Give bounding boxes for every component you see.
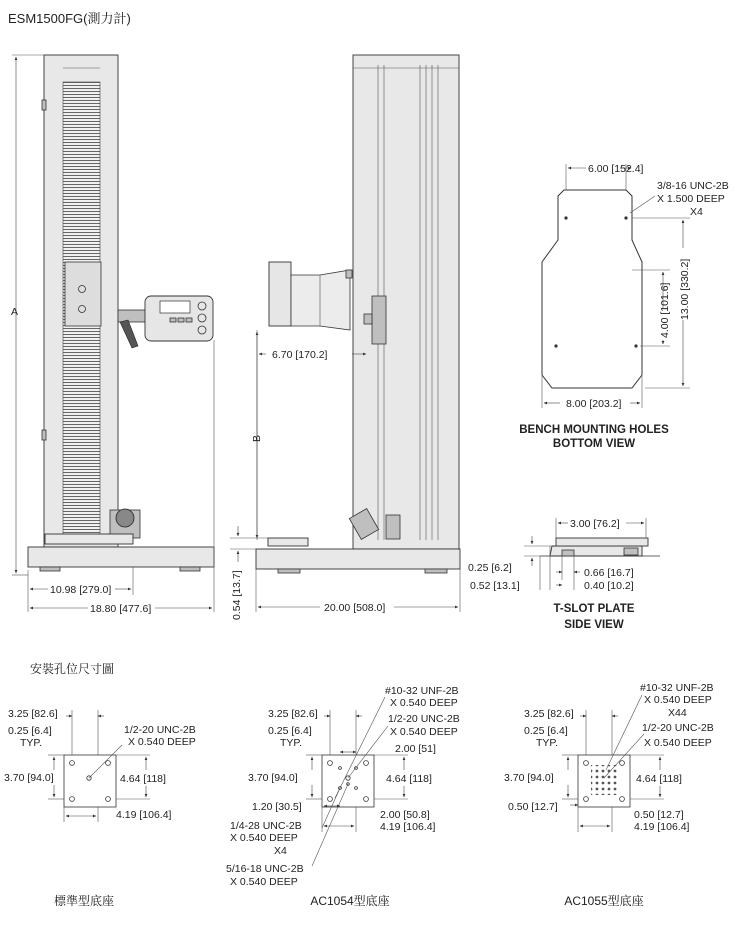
ac1055-dim-inner-left: 0.50 [12.7] <box>508 801 558 813</box>
side-crosshead <box>372 296 386 344</box>
ac1054-thread-b2: X 0.540 DEEP <box>390 726 458 738</box>
ac1054-dim-inner-left: 1.20 [30.5] <box>252 801 302 813</box>
side-dim-reach: 6.70 [170.2] <box>272 349 328 361</box>
ac1055-dim-right: 4.64 [118] <box>636 773 682 785</box>
std-dim-right: 4.64 [118] <box>120 773 166 785</box>
ac1054-thread-a1: #10-32 UNF-2B <box>385 685 459 697</box>
side-base <box>256 549 460 569</box>
ac1054-dim-left: 3.70 [94.0] <box>248 772 298 784</box>
front-label-a: A <box>11 306 19 318</box>
side-label-b: B <box>251 434 263 442</box>
side-view <box>230 55 460 612</box>
ac1054-thread-b1: 1/2-20 UNC-2B <box>388 713 460 725</box>
ac1054-caption: AC1054型底座 <box>310 894 390 908</box>
page-title: ESM1500FG(測力計) <box>8 11 131 26</box>
ac1055-thread-a3: X44 <box>668 707 687 719</box>
front-base <box>28 547 214 567</box>
std-dim-top: 3.25 [82.6] <box>8 708 58 720</box>
ac1054-typ: TYP. <box>280 737 302 749</box>
bottom-thread-3: X4 <box>690 206 703 218</box>
ac1054-dim-top: 3.25 [82.6] <box>268 708 318 720</box>
ac1055-typ: TYP. <box>536 737 558 749</box>
tslot-dim-a: 0.25 [6.2] <box>468 562 512 574</box>
bottom-thread-1: 3/8-16 UNC-2B <box>657 180 729 192</box>
ac1054-thread-a2: X 0.540 DEEP <box>390 697 458 709</box>
ac1054-dim-right: 4.64 [118] <box>386 773 432 785</box>
ac1055-dim-inner-bottom: 0.50 [12.7] <box>634 809 684 821</box>
ac1055-dim-edge: 0.25 [6.4] <box>524 725 568 737</box>
ac1054-dim-edge: 0.25 [6.4] <box>268 725 312 737</box>
load-cell-plate <box>65 262 101 326</box>
side-dim-depth: 20.00 [508.0] <box>324 602 386 614</box>
side-gauge <box>269 262 291 326</box>
side-column <box>353 55 459 549</box>
std-thread-1: 1/2-20 UNC-2B <box>124 724 196 736</box>
ac1054-dim-inner-top: 2.00 [51] <box>395 743 436 755</box>
tslot-caption-2: SIDE VIEW <box>564 619 624 631</box>
side-dim-height: 0.54 [13.7] <box>231 570 243 620</box>
std-dim-bottom: 4.19 [106.4] <box>116 809 172 821</box>
ac1054-dim-inner-bottom: 2.00 [50.8] <box>380 809 430 821</box>
tslot-dim-top: 3.00 [76.2] <box>570 518 620 530</box>
ac1054-thread-c3: X4 <box>274 845 287 857</box>
std-dim-left: 3.70 [94.0] <box>4 772 54 784</box>
front-dim-width-2: 18.80 [477.6] <box>90 603 152 615</box>
bottom-thread-2: X 1.500 DEEP <box>657 193 725 205</box>
ac1055-thread-a2: X 0.540 DEEP <box>644 694 712 706</box>
std-caption: 標準型底座 <box>53 894 115 908</box>
bottom-dim-length: 13.00 [330.2] <box>679 258 691 320</box>
bottom-dim-inner: 4.00 [101.6] <box>659 282 671 338</box>
ac1055-thread-b2: X 0.540 DEEP <box>644 737 712 749</box>
ac1055-dim-top: 3.25 [82.6] <box>524 708 574 720</box>
std-dim-edge: 0.25 [6.4] <box>8 725 52 737</box>
ac1055-dim-left: 3.70 [94.0] <box>504 772 554 784</box>
section-title: 安裝孔位尺寸圖 <box>30 662 115 676</box>
ac1054-thread-c2: X 0.540 DEEP <box>230 832 298 844</box>
ac1054-thread-d1: 5/16-18 UNC-2B <box>226 863 304 875</box>
ac1055-hole-grid <box>591 765 617 795</box>
tslot-caption-1: T-SLOT PLATE <box>553 603 635 615</box>
ac1055-thread-b1: 1/2-20 UNC-2B <box>642 722 714 734</box>
ac1054-dim-bottom: 4.19 [106.4] <box>380 821 436 833</box>
front-dim-width-1: 10.98 [279.0] <box>50 584 112 596</box>
ac1055-thread-a1: #10-32 UNF-2B <box>640 682 714 694</box>
standard-plate <box>64 755 116 807</box>
ac1055-caption: AC1055型底座 <box>564 894 644 908</box>
std-thread-2: X 0.540 DEEP <box>128 736 196 748</box>
tslot-dim-c: 0.66 [16.7] <box>584 567 634 579</box>
tslot-dim-b: 0.52 [13.1] <box>470 580 520 592</box>
bottom-caption-2: BOTTOM VIEW <box>552 438 636 450</box>
bench-base-outline <box>542 190 642 388</box>
ac1055-dim-bottom: 4.19 [106.4] <box>634 821 690 833</box>
bottom-caption-1: BENCH MOUNTING HOLES <box>519 424 669 436</box>
std-typ: TYP. <box>20 737 42 749</box>
tslot-dim-d: 0.40 [10.2] <box>584 580 634 592</box>
front-view <box>12 55 214 612</box>
bottom-dim-top: 6.00 [152.4] <box>588 163 644 175</box>
ac1054-plate <box>322 755 374 807</box>
ac1054-thread-c1: 1/4-28 UNC-2B <box>230 820 302 832</box>
bottom-dim-bottom: 8.00 [203.2] <box>566 398 622 410</box>
gauge-display <box>160 301 190 313</box>
ac1054-thread-d2: X 0.540 DEEP <box>230 876 298 888</box>
